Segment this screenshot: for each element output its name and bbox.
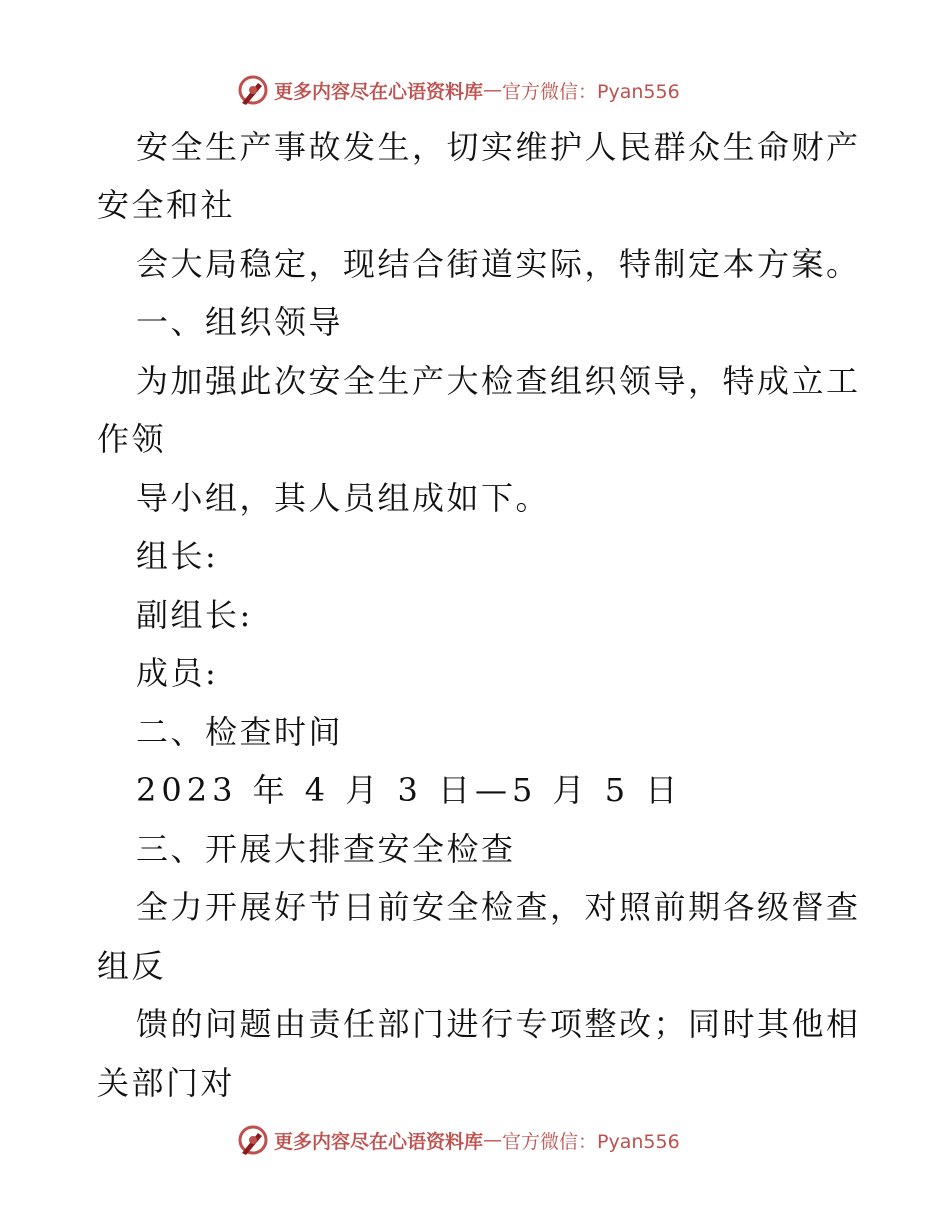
footer-watermark bbox=[236, 1122, 680, 1158]
header-watermark bbox=[236, 72, 680, 108]
body-line: 关部门对 bbox=[97, 1064, 236, 1102]
brush-logo-icon bbox=[236, 1123, 270, 1157]
body-line: 安全生产事故发生，切实维护人民群众生命财产 bbox=[136, 128, 861, 166]
body-line: 组反 bbox=[97, 947, 167, 985]
brush-logo-icon bbox=[236, 73, 270, 107]
header-wechat: 官方微信：Pyan556 bbox=[502, 80, 680, 103]
body-line: 为加强此次安全生产大检查组织领导，特成立工 bbox=[136, 362, 861, 400]
body-line: 副组长: bbox=[136, 596, 253, 634]
body-line: 作领 bbox=[97, 420, 167, 458]
body-line: 导小组，其人员组成如下。 bbox=[136, 479, 551, 517]
header-dash: — bbox=[483, 79, 503, 101]
footer-dash: — bbox=[483, 1129, 503, 1151]
section-heading: 一、组织领导 bbox=[136, 303, 344, 341]
header-slogan: 更多内容尽在心语资料库 bbox=[274, 80, 484, 103]
footer-slogan: 更多内容尽在心语资料库 bbox=[274, 1130, 484, 1153]
section-heading: 二、检查时间 bbox=[136, 713, 344, 751]
body-line: 会大局稳定，现结合街道实际，特制定本方案。 bbox=[136, 245, 861, 283]
body-line: 馈的问题由责任部门进行专项整改；同时其他相 bbox=[136, 1005, 861, 1043]
body-line: 成员: bbox=[136, 654, 219, 692]
footer-wechat: 官方微信：Pyan556 bbox=[502, 1130, 680, 1153]
body-line: 全力开展好节日前安全检查，对照前期各级督查 bbox=[136, 888, 861, 926]
body-line: 组长: bbox=[136, 537, 219, 575]
section-heading: 三、开展大排查安全检查 bbox=[136, 830, 516, 868]
body-line: 2023 年 4 月 3 日—5 月 5 日 bbox=[136, 771, 683, 809]
body-line: 安全和社 bbox=[97, 186, 236, 224]
